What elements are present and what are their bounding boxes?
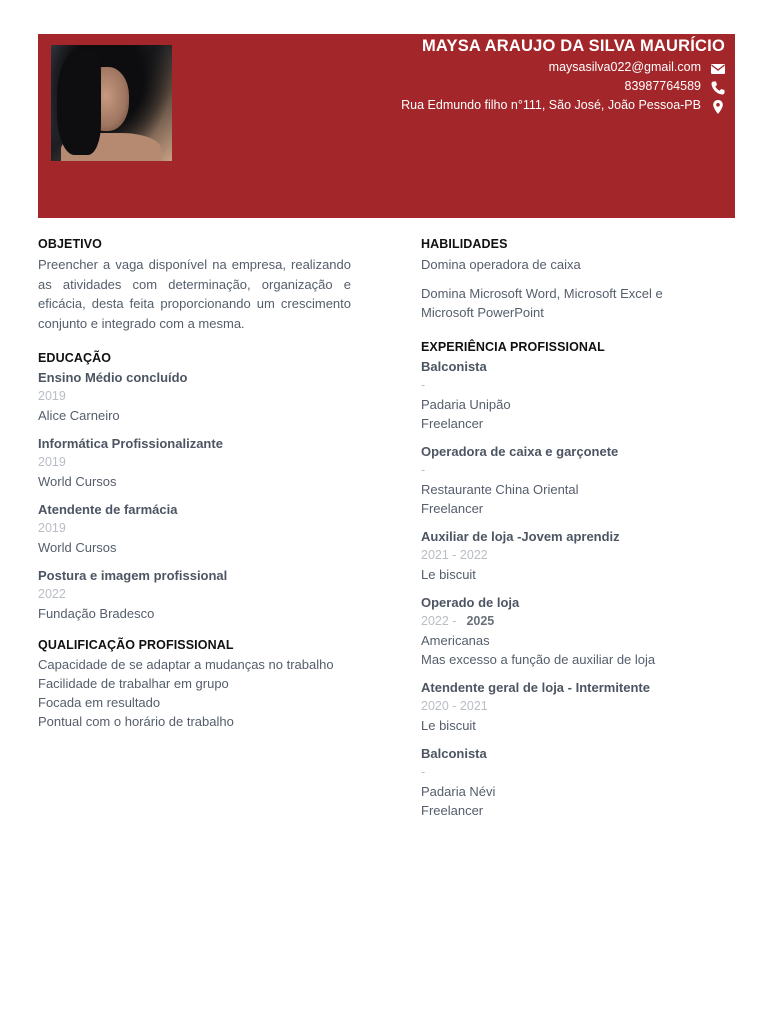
experience-company: Padaria Névi (421, 783, 496, 799)
education-course: Informática Profissionalizante (38, 436, 223, 451)
education-year: 2019 (38, 455, 66, 469)
experience-period: - (421, 764, 426, 779)
profile-photo (51, 45, 172, 161)
candidate-name: MAYSA ARAUJO DA SILVA MAURÍCIO (421, 37, 725, 55)
experience-item (421, 593, 701, 669)
skill-item: Domina Microsoft Word, Microsoft Excel e Microsoft PowerPoint (421, 285, 663, 320)
experience-detail: Freelancer (421, 500, 484, 516)
experiencia-title: EXPERIÊNCIA PROFISSIONAL (421, 339, 605, 354)
email-text[interactable]: maysasilva022@gmail.com (548, 60, 701, 74)
experience-detail: Mas excesso a função de auxiliar de loja (421, 651, 656, 667)
list-item: Focada em resultado (38, 695, 161, 710)
objetivo-text: Preencher a vaga disponível na empresa, realizando as atividades com determinação, organização e eficácia, desta feita proporcionando um crescimento conjunto e integrado com a mesma. (38, 257, 351, 331)
education-course: Atendente de farmácia (38, 502, 178, 517)
experience-item (421, 357, 701, 433)
experience-item (421, 527, 701, 584)
experience-period: - (421, 462, 426, 477)
experience-company: Americanas (421, 632, 490, 648)
education-item (38, 434, 351, 491)
experience-item (421, 678, 701, 735)
experience-role: Balconista (421, 358, 487, 374)
envelope-icon (710, 61, 726, 77)
experience-company: Restaurante China Oriental (421, 481, 579, 497)
experience-period-end: 2025 (466, 613, 495, 628)
right-column (421, 236, 701, 820)
educacao-title: EDUCAÇÃO (38, 351, 112, 365)
education-year: 2019 (38, 389, 66, 403)
education-item (38, 500, 351, 557)
phone-text[interactable]: 83987764589 (624, 79, 701, 93)
experience-item (421, 442, 701, 518)
experience-role: Atendente geral de loja - Intermitente (421, 679, 650, 695)
resume-header (38, 34, 735, 218)
left-column (38, 236, 351, 731)
list-item: Pontual com o horário de trabalho (38, 714, 234, 729)
experience-role: Operado de loja (421, 594, 520, 610)
experience-item (421, 744, 701, 820)
qualificacao-list (38, 655, 351, 731)
education-year: 2022 (38, 587, 66, 601)
habilidades-title: HABILIDADES (421, 237, 508, 251)
experience-period (421, 612, 701, 631)
education-institution: Alice Carneiro (38, 408, 120, 423)
experience-role: Balconista (421, 745, 487, 761)
objetivo-title: OBJETIVO (38, 237, 103, 251)
experience-role: Operadora de caixa e garçonete (421, 443, 619, 459)
location-pin-icon (710, 99, 726, 115)
address-text: Rua Edmundo filho n°111, São José, João Pessoa-PB (401, 98, 701, 112)
experience-period: - (421, 377, 426, 392)
phone-icon (710, 80, 726, 96)
list-item: Facilidade de trabalhar em grupo (38, 676, 229, 691)
experience-role: Auxiliar de loja -Jovem aprendiz (421, 528, 620, 544)
experience-company: Le biscuit (421, 566, 476, 582)
experience-company: Le biscuit (421, 717, 476, 733)
experience-period: 2020 - 2021 (421, 698, 488, 713)
experience-company: Padaria Unipão (421, 396, 511, 412)
experience-period-start: 2022 - (421, 613, 457, 628)
qualificacao-title: QUALIFICAÇÃO PROFISSIONAL (38, 638, 234, 652)
education-institution: World Cursos (38, 540, 117, 555)
list-item: Capacidade de se adaptar a mudanças no trabalho (38, 657, 334, 672)
education-institution: World Cursos (38, 474, 117, 489)
experience-detail: Freelancer (421, 415, 484, 431)
experience-period: 2021 - 2022 (421, 547, 488, 562)
skill-item: Domina operadora de caixa (421, 257, 581, 272)
education-item (38, 368, 351, 425)
education-course: Postura e imagem profissional (38, 568, 228, 583)
education-course: Ensino Médio concluído (38, 370, 188, 385)
experience-detail: Freelancer (421, 802, 484, 818)
education-item (38, 566, 351, 623)
education-institution: Fundação Bradesco (38, 606, 155, 621)
education-year: 2019 (38, 521, 66, 535)
